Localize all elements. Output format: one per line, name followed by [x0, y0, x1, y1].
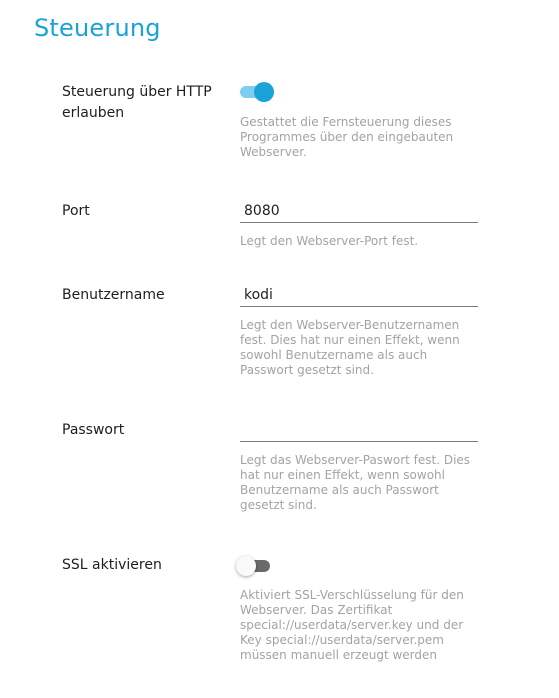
http-control-description: Gestattet die Fernsteuerung dieses Programmes über den eingebauten Webserver.	[240, 115, 454, 159]
http-control-toggle[interactable]	[240, 80, 274, 102]
toggle-thumb	[236, 556, 256, 576]
port-input[interactable]	[240, 199, 478, 223]
username-input[interactable]	[240, 283, 478, 307]
http-control-label: Steuerung über HTTP erlauben	[62, 84, 212, 121]
toggle-thumb	[254, 82, 274, 102]
username-description: Legt den Webserver-Benutzernamen fest. Dies hat nur einen Effekt, wenn sowohl Benutzername als auch Passwort gesetzt sind.	[240, 318, 460, 377]
port-description: Legt den Webserver-Port fest.	[240, 234, 419, 248]
password-description: Legt das Webserver-Paswort fest. Dies hat nur einen Effekt, wenn sowohl Benutzername als auch Passwort gesetzt sind.	[240, 453, 471, 512]
password-label: Passwort	[62, 422, 125, 438]
port-label: Port	[62, 203, 90, 219]
page-title: Steuerung	[34, 14, 161, 42]
username-label: Benutzername	[62, 287, 165, 303]
ssl-description: Aktiviert SSL-Verschlüsselung für den Webserver. Das Zertifikat special://userdata/server.key und der Key special://userdata/server.pem müssen manuell erzeugt werden	[240, 588, 464, 662]
password-input[interactable]	[240, 418, 478, 442]
ssl-label: SSL aktivieren	[62, 557, 162, 573]
ssl-toggle[interactable]	[240, 554, 274, 576]
